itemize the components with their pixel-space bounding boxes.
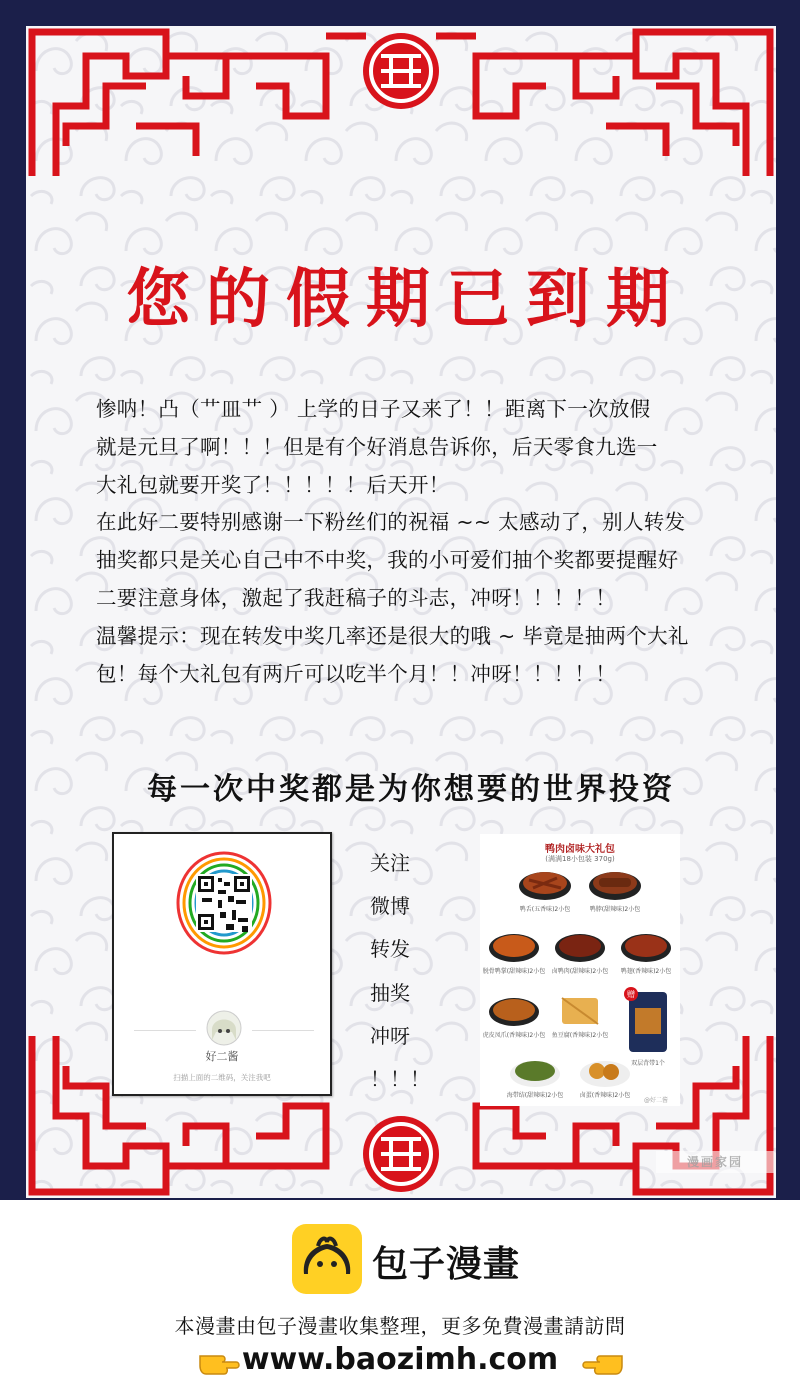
site-footer [0,1200,800,1400]
snack-gift-pack-card [480,834,680,1106]
kelp-knot-image [509,1056,561,1088]
follow-instructions [370,842,430,1101]
account-name: 好二酱 [205,1050,239,1063]
duck-feet-image [488,930,540,964]
announcement-line: 大礼包就要开奖了！！！！！后天开！ [96,472,450,497]
announcement-text [96,391,746,693]
gift-bag-image [623,986,673,1056]
follow-line: 转发 [370,937,410,962]
duck-neck-image [587,866,643,902]
snack-item: 脱骨鸭掌(甜辣味)2小包 [480,930,548,975]
snack-item: 虎皮凤爪(香辣味)2小包 [480,994,548,1039]
qr-hint: 扫描上面的二维码，关注我吧 [173,1073,271,1082]
announcement-line: 温馨提示：现在转发中奖几率还是很大的哦 ~ 毕竟是抽两个大礼 [96,623,689,648]
fish-tofu-image [554,994,606,1028]
snack-item: 鸭脖(甜辣味)2小包 [580,866,650,913]
svg-text:赠: 赠 [627,990,635,999]
footer-notice: 本漫畫由包子漫畫收集整理，更多免費漫畫請訪問 [174,1314,626,1338]
snack-item: 海带结(甜辣味)2小包 [500,1056,570,1099]
follow-line: 冲呀 [370,1023,410,1048]
braised-duck-image [554,930,606,964]
corner-watermark: 漫画家园 [656,1151,774,1173]
snack-item: 卤蛋(香辣味)2小包 [570,1056,640,1099]
duck-tongue-image [517,866,573,902]
footer-url-row [0,1342,800,1382]
baozi-logo-icon[interactable] [292,1224,362,1294]
snack-item: 卤鸭肉(甜辣味)2小包 [546,930,614,975]
follow-line: ！！！ [370,1067,430,1092]
pointing-left-hand-icon [582,1344,626,1380]
slogan: 每一次中奖都是为你想要的世界投资 [147,772,675,807]
avatar [206,1010,242,1046]
snack-pack-title: 鸭肉卤味大礼包 [545,844,615,855]
announcement-line: 包！每个大礼包有两斤可以吃半个月！！冲呀！！！！！ [96,661,616,686]
announcement-line: 二要注意身体，激起了我赶稿子的斗志，冲呀！！！！！ [96,585,616,610]
follow-line: 微博 [370,894,410,919]
chicken-feet-image [488,994,540,1028]
brand-name: 包子漫畫 [372,1244,521,1285]
snack-pack-subtitle: (满满18小包装 370g) [545,855,615,863]
announcement-line: 抽奖都只是关心自己中不中奖，我的小可爱们抽个奖都要提醒好 [96,548,679,573]
announcement-line: 惨呐！凸（艹皿艹 ） 上学的日子又来了！！距离下一次放假 [96,397,651,421]
follow-line: 关注 [370,851,410,875]
poster-title: 您的假期已到期 [126,263,686,337]
braised-egg-image [579,1056,631,1088]
snack-item: 鱼豆腐(香辣味)2小包 [546,994,614,1039]
snack-item: 鸭翅(香辣味)2小包 [612,930,680,975]
follow-line: 抽奖 [370,980,410,1005]
poster-paper [26,26,776,1198]
snack-item: 赠 双层背带1个 [620,986,676,1067]
divider [134,1030,196,1031]
image-watermark: @好二酱 [643,1097,668,1104]
duck-wing-image [620,930,672,964]
top-fretwork-border [26,26,776,186]
weibo-qr-card [112,832,332,1096]
divider [252,1030,314,1031]
fingerprint-qr-icon [174,848,274,958]
announcement-line: 就是元旦了啊！！！但是有个好消息告诉你，后天零食九选一 [96,434,658,459]
site-url-link[interactable]: www.baozimh.com [241,1342,559,1377]
snack-item: 鸭舌(五香味)2小包 [510,866,580,913]
announcement-line: 在此好二要特别感谢一下粉丝们的祝福 ~~ 太感动了，别人转发 [96,510,686,535]
